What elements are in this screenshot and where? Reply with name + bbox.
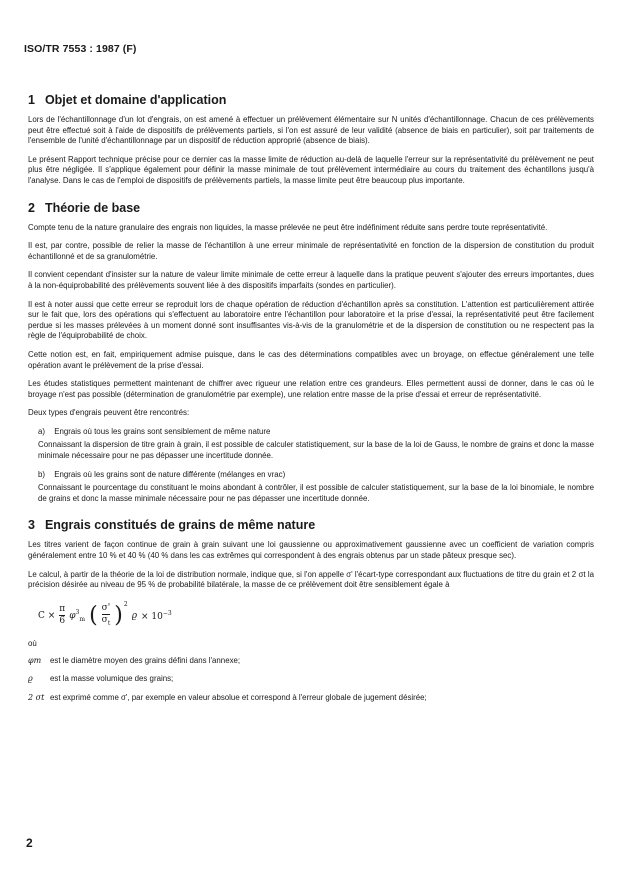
definition-symbol: φm [28, 655, 42, 665]
section-2-heading [28, 201, 594, 215]
paragraph: Compte tenu de la nature granulaire des engrais non liquides, la masse prélevée ne peut être indéfiniment réduite sans perdre toute représentativité. [28, 222, 548, 232]
paragraph: Le présent Rapport technique précise pour ce dernier cas la masse limite de réduction au-delà de laquelle l'erreur sur la représentativité du prélèvement ne peut plus être négligée. Il s'applique également pour définir la masse minimale de tout prélèvement intermédiaire au cours du traitement des échantillons jusqu'à l'analyse. Dans le cas de l'emploi de dispositifs de prélèvements partiels, la masse limite peut être beaucoup plus importante. [28, 154, 594, 185]
section-number: 2 [28, 200, 35, 215]
section-2 [28, 201, 594, 505]
section-3-heading [28, 518, 594, 532]
list-item [28, 427, 594, 462]
definition-symbol: 2 σt [28, 693, 45, 702]
list-item-title: Engrais où les grains sont de nature différente (mélanges en vrac) [54, 469, 286, 479]
formula-diameter: $\varphi^3_m$ [69, 608, 86, 623]
list-item-label: b) [38, 469, 46, 479]
where-label: où [28, 638, 37, 648]
formula-constant: C × [38, 610, 56, 621]
paragraph: Les titres varient de façon continue de grain à grain suivant une loi gaussienne ou approximativement gaussienne avec un coefficient de variation compris généralement entre 10 % et 40 % (40 % dans les cas extrêmes qui correspondent à des engrais obtenus par un stade pâteux presque sec). [28, 540, 594, 561]
list-item-label: a) [38, 426, 46, 436]
section-title: Objet et domaine d'application [44, 93, 227, 107]
paragraph: Deux types d'engrais peuvent être rencontrés: [28, 408, 190, 418]
paragraph: Il convient cependant d'insister sur la nature de valeur limite minimale de cette erreur à laquelle dans la pratique peuvent s'ajouter des erreurs importantes, dues à la non-équiprobabilité des prélèvements souvent liée à des dispositifs imparfaits (sondes en particulier). [28, 270, 594, 290]
list-item [28, 470, 594, 505]
document-body [28, 93, 594, 718]
formula-density: ϱ [131, 610, 137, 621]
section-1 [28, 93, 594, 187]
definition-row [28, 693, 594, 704]
definition-row [28, 674, 594, 685]
list-item-text: Connaissant la dispersion de titre grain à grain, il est possible de calculer statistiquement, sur la base de la loi de Gauss, le nombre de grains et donc la masse minimale nécessaire pour ne pas dépasser une incertitude donnée. [38, 440, 594, 461]
section-title: Engrais constitués de grains de même nature [44, 518, 316, 533]
formula-pi-fraction: $\frac{\pi}{6}$ [59, 604, 66, 627]
paragraph: Le calcul, à partir de la théorie de la loi de distribution normale, indique que, si l'on appelle σ' l'écart-type correspondant aux fluctuations de titre du grain et 2 σt la précision désirée au niveau de 95 % de probabilité bilatérale, la masse de ce prélèvement doit être sensiblement égale à [28, 569, 594, 590]
section-number: 1 [28, 93, 35, 107]
formula-sigma-fraction: $\frac{\sigma'}{\sigma_t}$ [101, 602, 111, 627]
definition-symbol: ϱ [28, 674, 33, 684]
definition-text: est la masse volumique des grains; [50, 674, 174, 684]
paragraph: Il est à noter aussi que cette erreur se reproduit lors de chaque opération de réduction d'échantillon après sa constitution. L'attention est particulièrement attirée sur le fait que, lors des opérations qui s'effectuent au laboratoire entre l'échantillon pour laboratoire et la prise d'essai, la représentativité peut être facilement perdue si les masses prélevées à un moment donné sont insuffisantes vis-à-vis de la granulométrie et de la dispersion de constitution ou ne respectent pas la règle de l'équiprobabilité de choix. [28, 299, 594, 341]
list-item-text: Connaissant le pourcentage du constituant le moins abondant à contrôler, il est possible de calculer statistiquement, sur la base de la loi binomiale, le nombre de grains et donc la masse minimale nécessaire pour ne pas dépasser une incertitude donnée. [38, 483, 594, 503]
section-title: Théorie de base [44, 200, 141, 215]
list-item-title: Engrais où tous les grains sont sensiblement de même nature [54, 426, 271, 436]
definition-row [28, 656, 594, 667]
formula-close-paren: ) [114, 602, 123, 628]
section-3 [28, 518, 594, 703]
paragraph: Les études statistiques permettent maintenant de chiffrer avec rigueur une relation entre ces grandeurs. Elles permettent aussi de donner, dans le cas où le broyage n'est pas possible (détermination de granulométrie par exemple), une relation entre masse de la prise d'essai et erreur de représentativité. [28, 379, 594, 399]
definition-text: est exprimé comme σ', par exemple en valeur absolue et correspond à l'erreur globale de jugement désirée; [50, 693, 427, 702]
definition-text: est le diamètre moyen des grains défini dans l'annexe; [50, 655, 241, 665]
document-reference: ISO/TR 7553 : 1987 (F) [24, 43, 137, 55]
paragraph: Lors de l'échantillonnage d'un lot d'engrais, on est amené à effectuer un prélèvement élémentaire sur N unités d'échantillonnage. Chacun de ces prélèvements peut être effectué soit à l'aide de dispositifs de prélèvements partiels, si l'on est assuré de leur validité (absence de biais en particulier), soit par traitements de l'ensemble de l'unité d'échantillonnage par un dispositif de réduction approprié (absence de biais). [28, 115, 594, 146]
page-number: 2 [26, 836, 33, 850]
paragraph: Il est, par contre, possible de relier la masse de l'échantillon à une erreur minimale de représentativité en fonction de la dispersion de constitution du produit échantillonné et de sa granulométrie. [28, 241, 594, 261]
section-1-heading [28, 93, 594, 107]
formula-scale: × $10^{-3}$ [141, 609, 172, 622]
formula-square: 2 [123, 600, 128, 608]
paragraph: Cette notion est, en fait, empiriquement admise puisque, dans le cas des déterminations compatibles avec un broyage, on effectue généralement une telle opération avant le prélèvement de la prise d'essai. [28, 349, 594, 370]
section-number: 3 [28, 518, 35, 533]
formula-open-paren: ( [89, 602, 98, 628]
mass-formula [38, 599, 594, 633]
